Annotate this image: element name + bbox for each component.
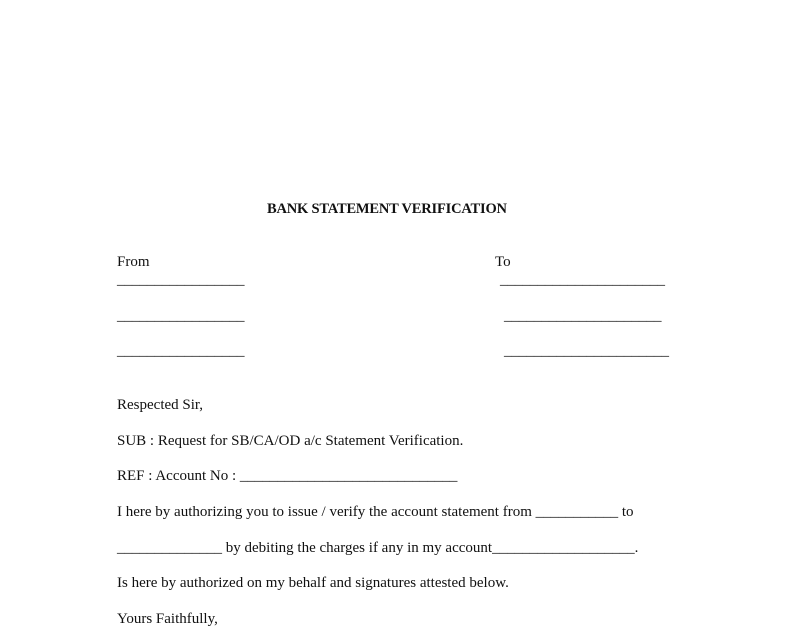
authorization-line: Is here by authorized on my behalf and signatures attested below. <box>117 575 509 591</box>
to-line-3: ______________________ <box>504 343 669 359</box>
from-line-1: _________________ <box>117 272 245 288</box>
from-label: From <box>117 254 150 270</box>
paragraph-line-1: I here by authorizing you to issue / verify the account statement from ___________ to <box>117 504 634 520</box>
from-line-2: _________________ <box>117 308 245 324</box>
salutation: Respected Sir, <box>117 397 204 413</box>
closing-line: Yours Faithfully, <box>117 611 218 627</box>
from-line-3: _________________ <box>117 343 245 359</box>
document-title: BANK STATEMENT VERIFICATION <box>267 201 507 217</box>
to-label: To <box>495 254 511 270</box>
to-line-1: ______________________ <box>500 272 665 288</box>
subject-line: SUB : Request for SB/CA/OD a/c Statement Verification. <box>117 433 464 449</box>
to-line-2: _____________________ <box>504 308 662 324</box>
paragraph-line-2: ______________ by debiting the charges if any in my account___________________. <box>117 540 639 556</box>
reference-line: REF : Account No : _____________________________ <box>117 468 458 484</box>
